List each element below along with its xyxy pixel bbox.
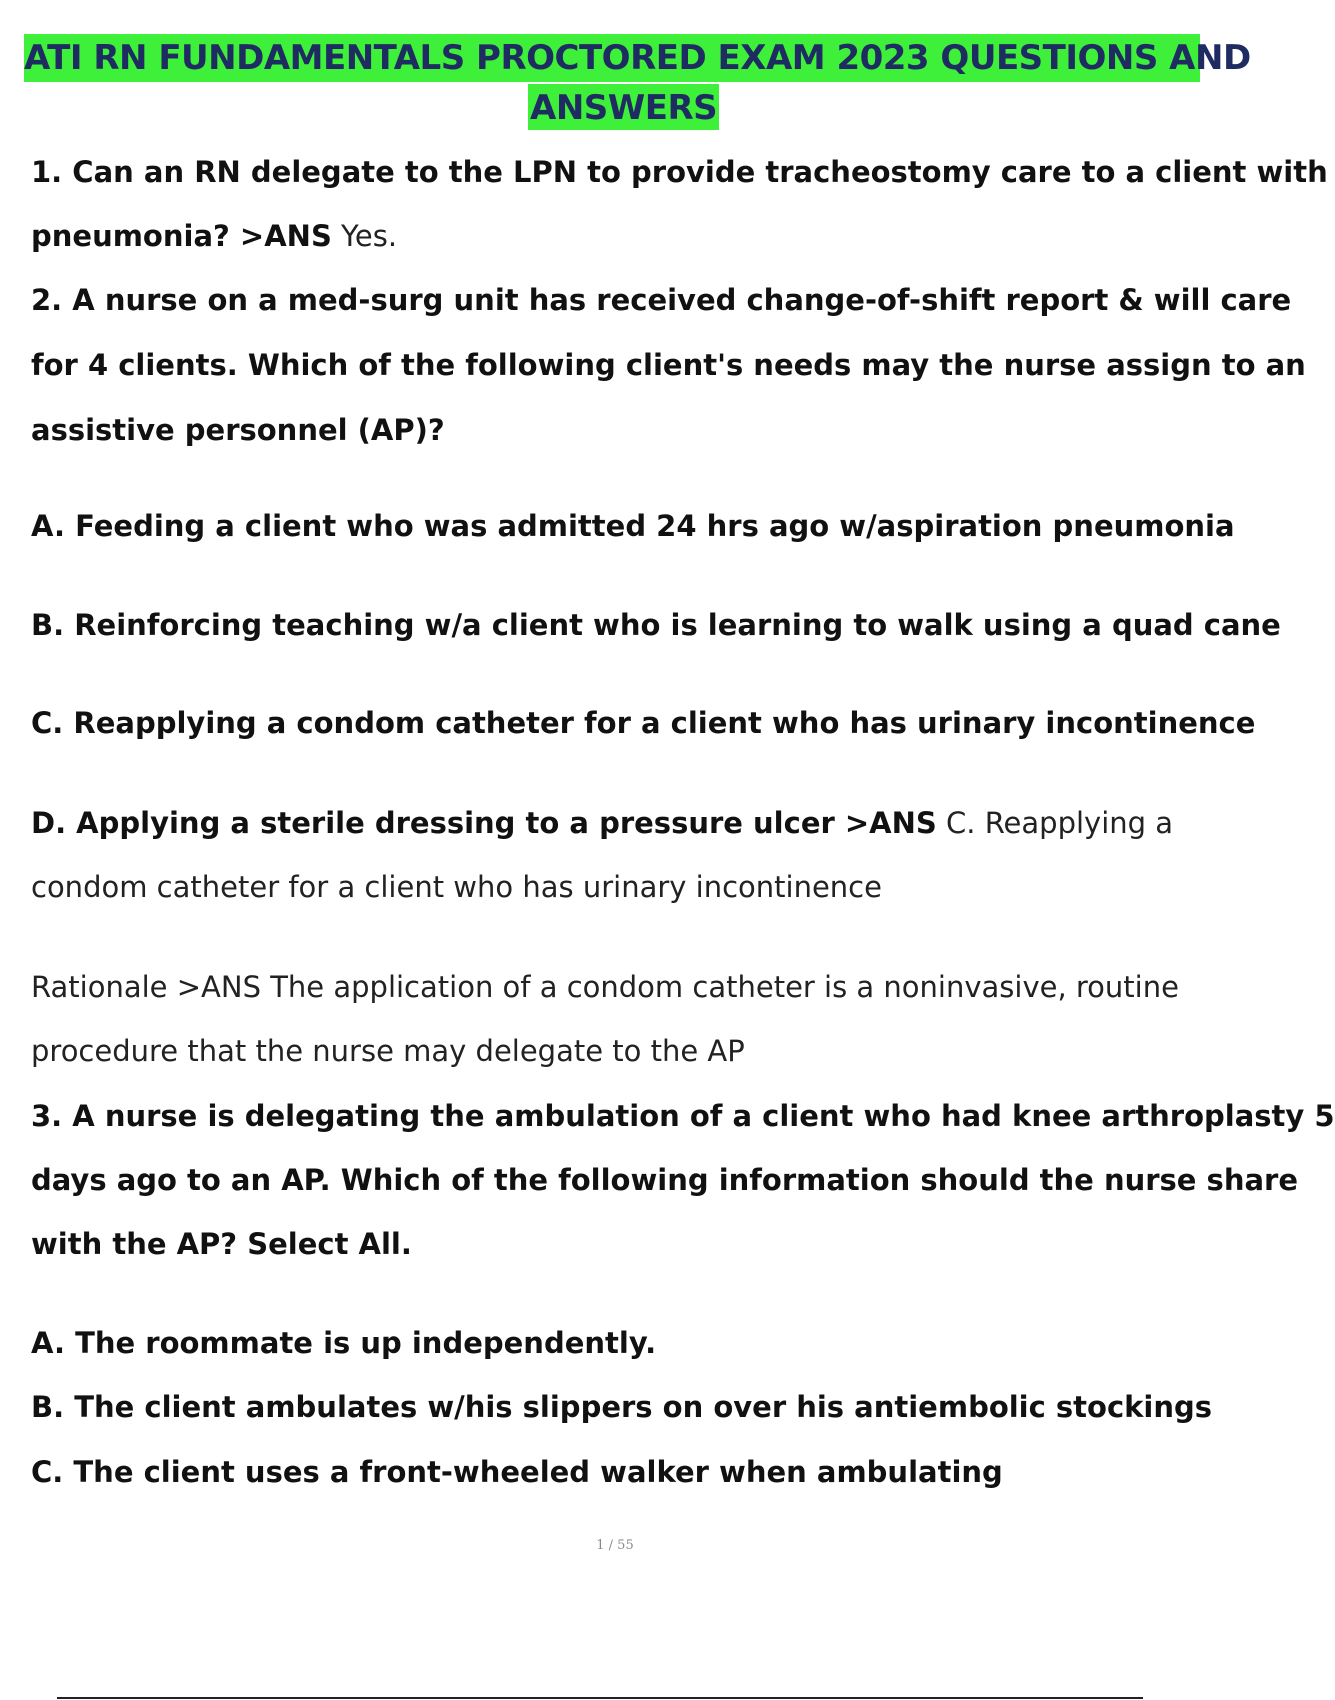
question-2-option-d: D. Applying a sterile dressing to a pressure ulcer >ANS bbox=[31, 806, 937, 840]
question-2-rationale-line-2: procedure that the nurse may delegate to the AP bbox=[31, 1034, 745, 1068]
question-2-option-a: A. Feeding a client who was admitted 24 hrs ago w/aspiration pneumonia bbox=[31, 509, 1235, 543]
question-3-option-a: A. The roommate is up independently. bbox=[31, 1326, 657, 1360]
question-3-line-2: days ago to an AP. Which of the following information should the nurse share bbox=[31, 1163, 1299, 1197]
question-2-option-c: C. Reapplying a condom catheter for a client who has urinary incontinence bbox=[31, 706, 1256, 740]
rationale-label: Rationale bbox=[31, 970, 168, 1004]
page-number: 1 / 55 bbox=[596, 1538, 634, 1553]
question-2-answer-part-1: C. Reapplying a bbox=[936, 806, 1174, 840]
question-1-text bbox=[31, 152, 1328, 192]
question-2-option-d-line bbox=[31, 803, 1173, 843]
question-2-answer-part-2: condom catheter for a client who has urinary incontinence bbox=[31, 870, 882, 904]
question-1-line-2: pneumonia? >ANS bbox=[31, 219, 332, 253]
question-3-option-b: B. The client ambulates w/his slippers on over his antiembolic stockings bbox=[31, 1390, 1213, 1424]
question-3-line-3: with the AP? Select All. bbox=[31, 1227, 412, 1261]
document-title-line-2: ANSWERS bbox=[528, 84, 719, 130]
document-title-line-1: ATI RN FUNDAMENTALS PROCTORED EXAM 2023 QUESTIONS AND bbox=[24, 34, 1200, 82]
question-3-line-1: 3. A nurse is delegating the ambulation of a client who had knee arthroplasty 5 bbox=[31, 1099, 1335, 1133]
question-2-rationale-line-1 bbox=[31, 967, 1179, 1007]
question-2-option-b: B. Reinforcing teaching w/a client who is learning to walk using a quad cane bbox=[31, 608, 1281, 642]
rationale-text-1: The application of a condom catheter is a noninvasive, routine bbox=[260, 970, 1179, 1004]
question-1-line-1: 1. Can an RN delegate to the LPN to provide tracheostomy care to a client with bbox=[31, 155, 1328, 189]
question-2-line-3: assistive personnel (AP)? bbox=[31, 413, 445, 447]
page-bottom-rule bbox=[57, 1697, 1143, 1699]
question-1-answer: Yes. bbox=[331, 219, 398, 253]
question-3-option-c: C. The client uses a front-wheeled walker when ambulating bbox=[31, 1455, 1003, 1489]
question-2-line-2: for 4 clients. Which of the following client's needs may the nurse assign to an bbox=[31, 348, 1306, 382]
question-2-line-1: 2. A nurse on a med-surg unit has received change-of-shift report & will care bbox=[31, 283, 1292, 317]
rationale-ans-marker: >ANS bbox=[176, 970, 261, 1004]
question-1-answer-line bbox=[31, 216, 397, 256]
